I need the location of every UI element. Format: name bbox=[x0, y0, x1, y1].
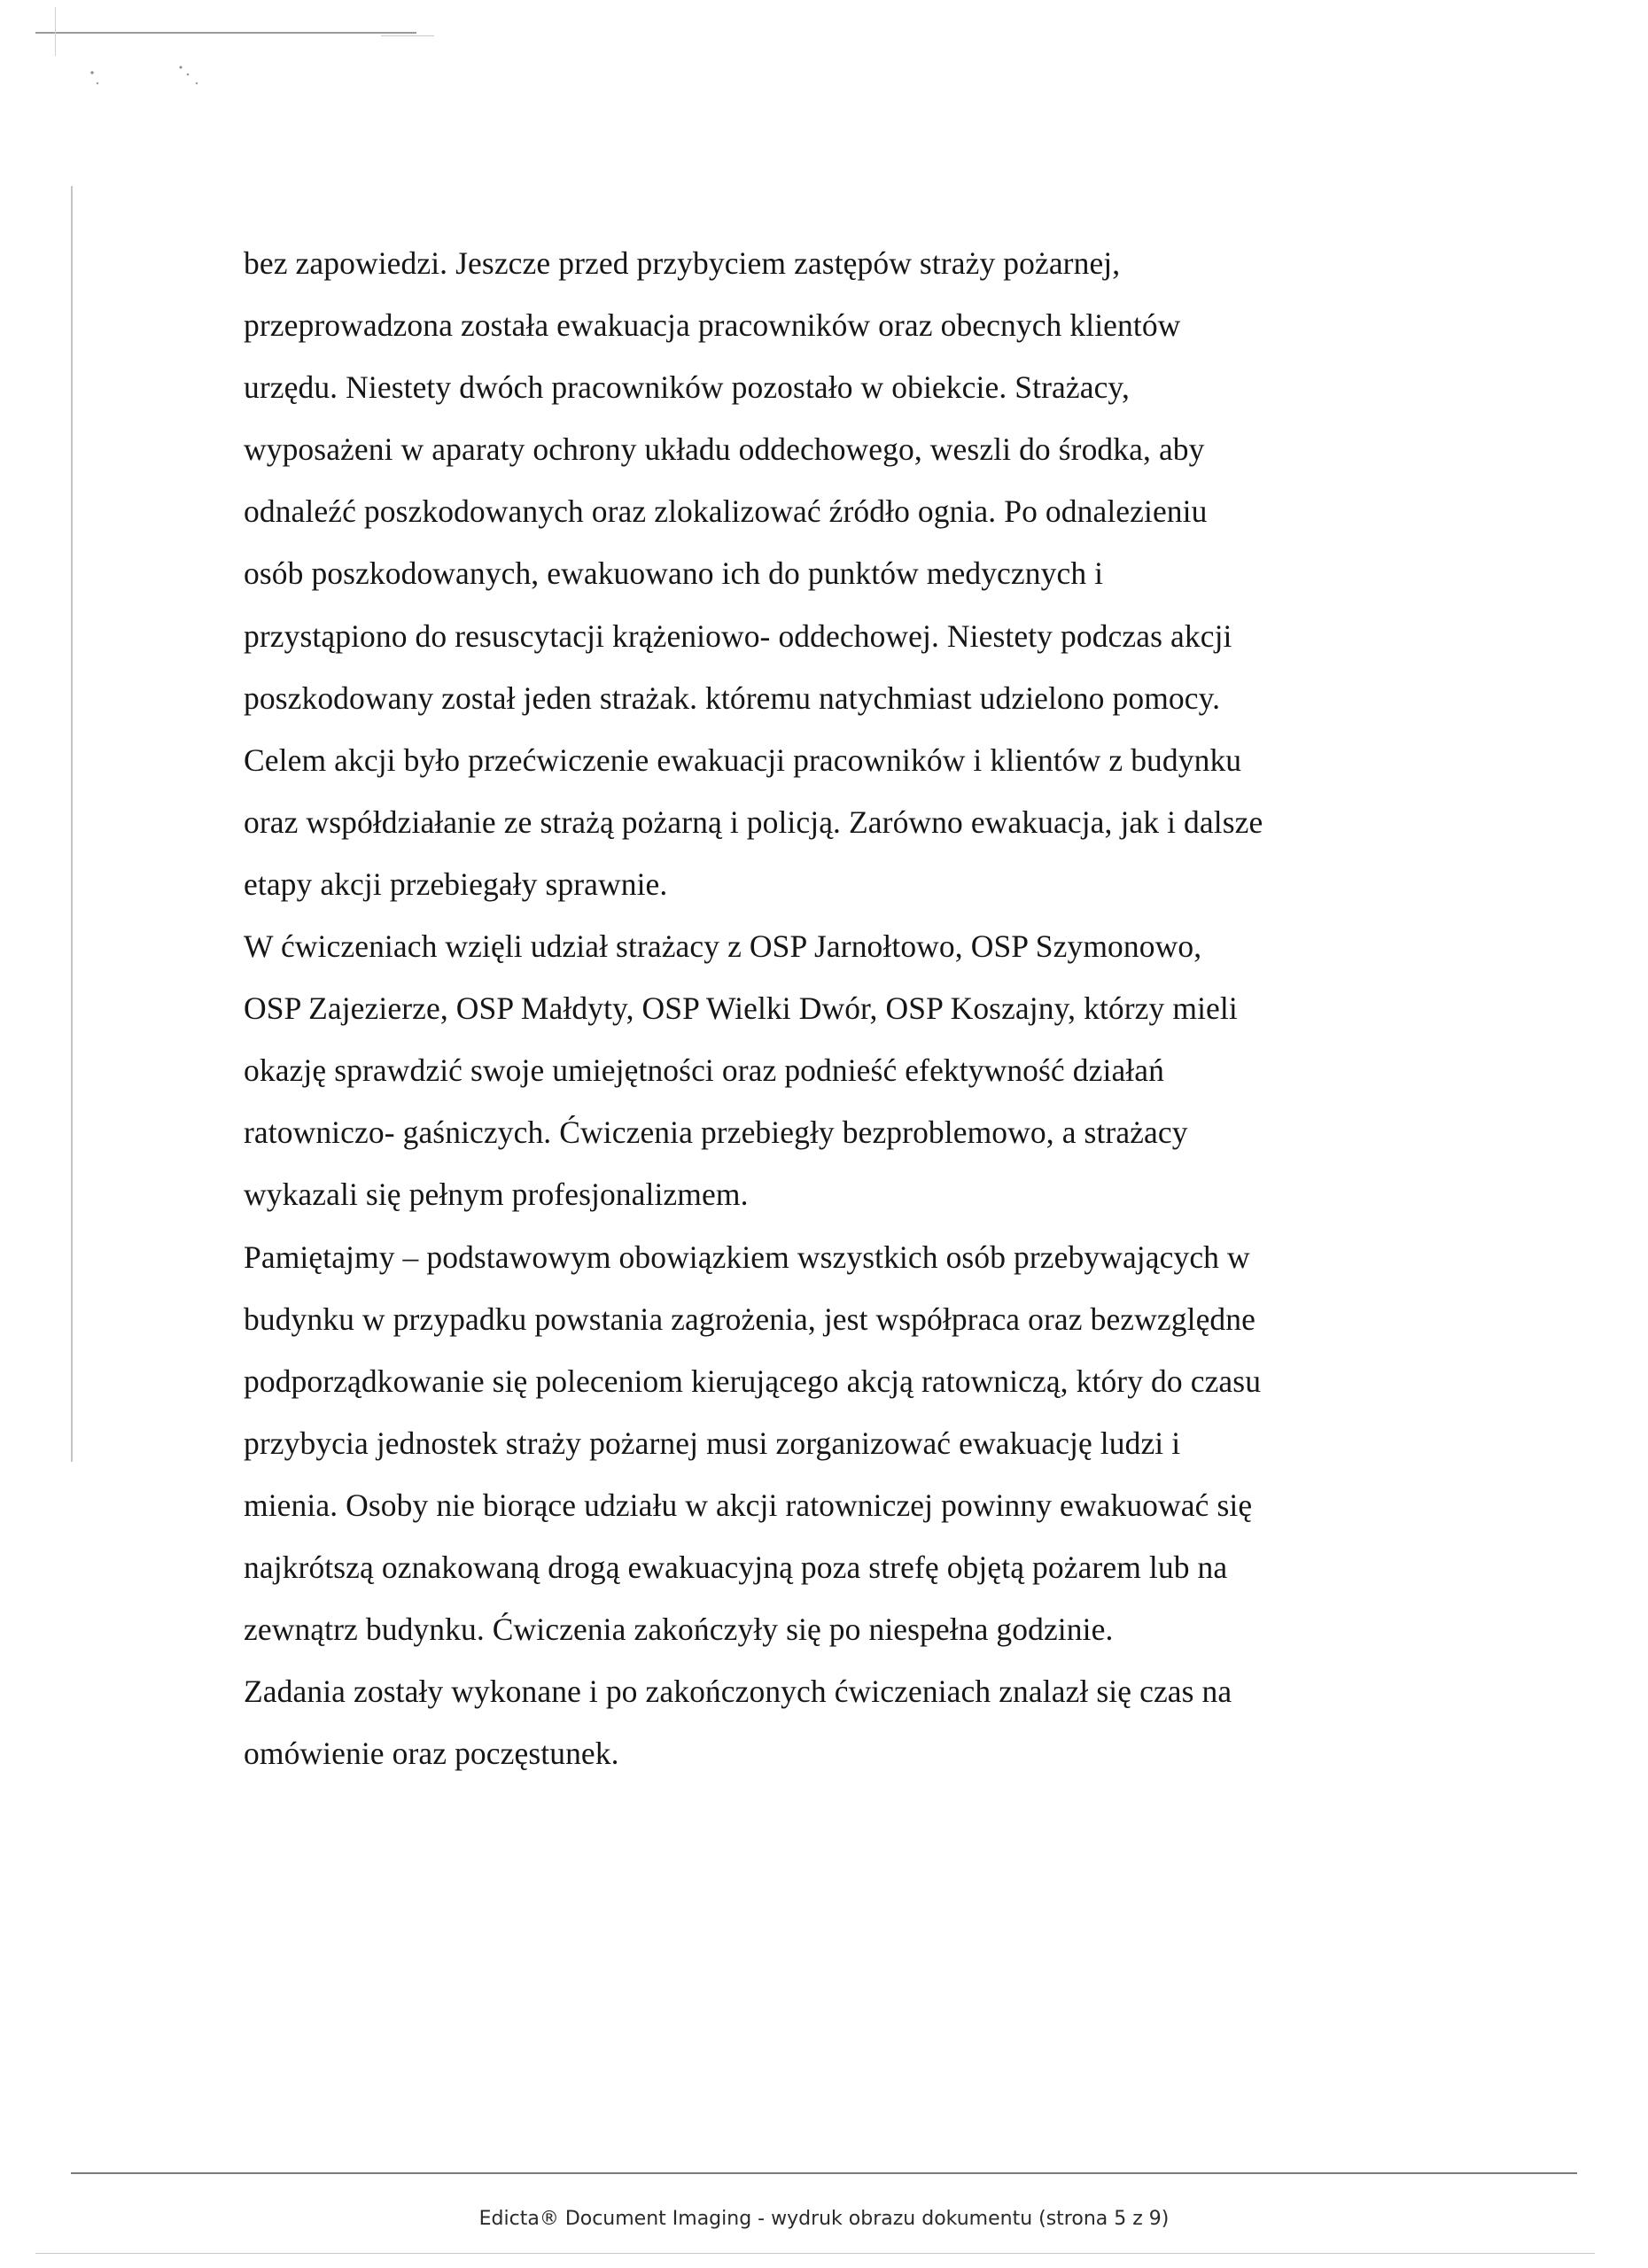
text-line: Zadania zostały wykonane i po zakończonych ćwiczeniach znalazł się czas na bbox=[244, 1674, 1232, 1710]
text-line: podporządkowanie się poleceniom kierującego akcją ratowniczą, który do czasu bbox=[244, 1363, 1262, 1399]
text-line: etapy akcji przebiegały sprawnie. bbox=[244, 866, 668, 902]
text-line: mienia. Osoby nie biorące udziału w akcji ratowniczej powinny ewakuować się bbox=[244, 1487, 1253, 1523]
scan-top-rule-fragment bbox=[381, 35, 434, 36]
scan-edge-mark bbox=[55, 7, 56, 56]
document-body bbox=[244, 232, 1502, 1784]
text-line: wyposażeni w aparaty ochrony układu oddechowego, weszli do środka, aby bbox=[244, 431, 1205, 468]
text-line: poszkodowany został jeden strażak. któremu natychmiast udzielono pomocy. bbox=[244, 680, 1221, 716]
scan-left-margin-line bbox=[71, 186, 73, 1462]
text-line: przystąpiono do resuscytacji krążeniowo- oddechowej. Niestety podczas akcji bbox=[244, 617, 1232, 654]
text-line: przybycia jednostek straży pożarnej musi zorganizować ewakuację ludzi i bbox=[244, 1425, 1181, 1461]
text-line: wykazali się pełnym profesjonalizmem. bbox=[244, 1177, 749, 1213]
text-line: W ćwiczeniach wzięli udział strażacy z OSP Jarnołtowo, OSP Szymonowo, bbox=[244, 928, 1202, 965]
text-line: urzędu. Niestety dwóch pracowników pozostało w obiekcie. Strażacy, bbox=[244, 369, 1130, 406]
text-line: odnaleźć poszkodowanych oraz zlokalizować źródło ognia. Po odnalezieniu bbox=[244, 493, 1208, 530]
footer-divider bbox=[71, 2172, 1577, 2174]
text-line: omówienie oraz poczęstunek. bbox=[244, 1736, 619, 1772]
text-line: Pamiętajmy – podstawowym obowiązkiem wszystkich osób przebywających w bbox=[244, 1239, 1250, 1275]
scan-specks bbox=[89, 62, 230, 97]
text-line: zewnątrz budynku. Ćwiczenia zakończyły się po niespełna godzinie. bbox=[244, 1612, 1114, 1648]
text-line: okazję sprawdzić swoje umiejętności oraz podnieść efektywność działań bbox=[244, 1052, 1164, 1089]
text-line: OSP Zajezierze, OSP Małdyty, OSP Wielki Dwór, OSP Koszajny, którzy mieli bbox=[244, 990, 1238, 1027]
footer-caption: Edicta® Document Imaging - wydruk obrazu dokumentu (strona 5 z 9) bbox=[478, 2208, 1170, 2230]
text-line: oraz współdziałanie ze strażą pożarną i policją. Zarówno ewakuacja, jak i dalsze bbox=[244, 804, 1263, 840]
text-line: najkrótszą oznakowaną drogą ewakuacyjną poza strefę objętą pożarem lub na bbox=[244, 1549, 1228, 1585]
text-line: Celem akcji było przećwiczenie ewakuacji pracowników i klientów z budynku bbox=[244, 742, 1242, 778]
text-line: osób poszkodowanych, ewakuowano ich do punktów medycznych i bbox=[244, 555, 1104, 592]
text-line: przeprowadzona została ewakuacja pracowników oraz obecnych klientów bbox=[244, 307, 1181, 344]
footer-bottom-rule bbox=[35, 2253, 1595, 2254]
text-line: bez zapowiedzi. Jeszcze przed przybyciem zastępów straży pożarnej, bbox=[244, 245, 1121, 281]
text-line: budynku w przypadku powstania zagrożenia, jest współpraca oraz bezwzględne bbox=[244, 1301, 1255, 1337]
scan-top-rule bbox=[35, 32, 416, 34]
text-line: ratowniczo- gaśniczych. Ćwiczenia przebiegły bezproblemowo, a strażacy bbox=[244, 1115, 1188, 1151]
